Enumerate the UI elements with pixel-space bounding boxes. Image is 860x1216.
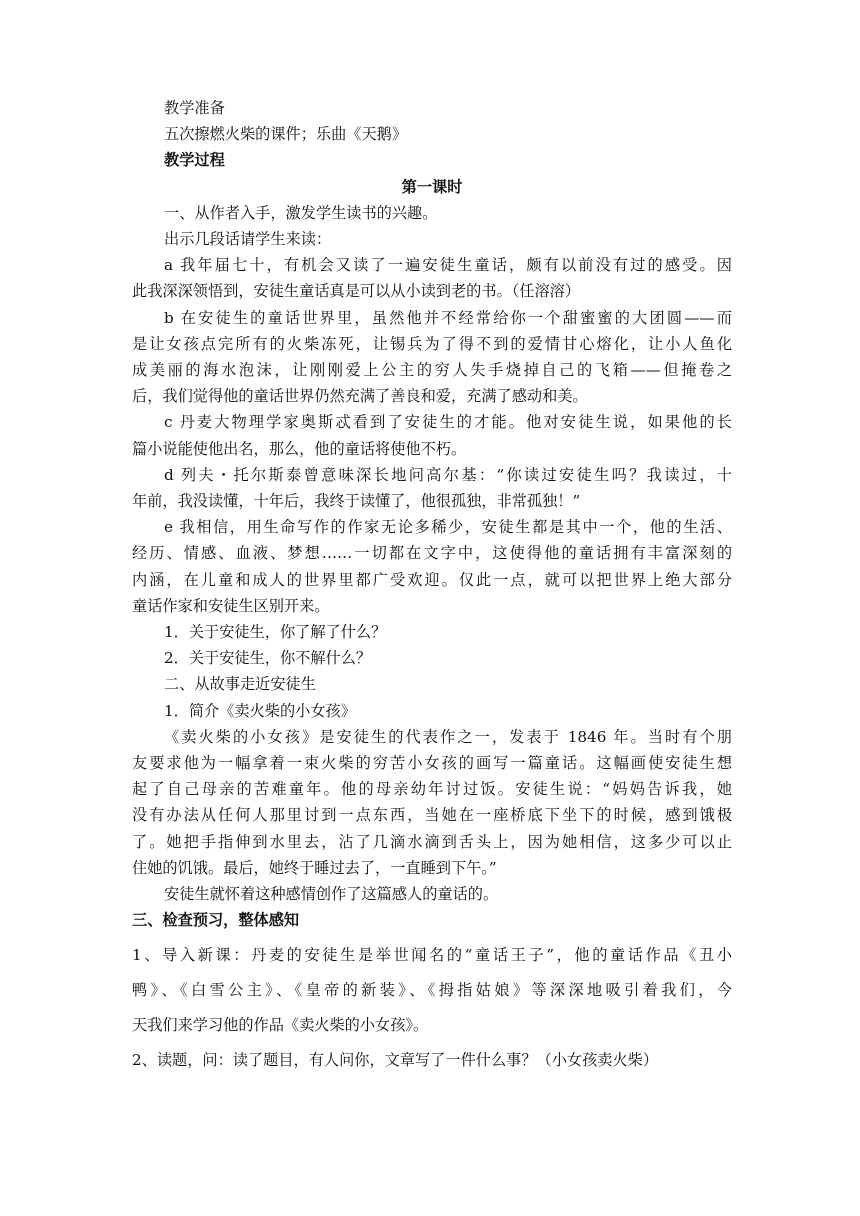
quote-b-line: b 在安徒生的童话世界里，虽然他并不经常给你一个甜蜜蜜的大团圆——而: [164, 308, 732, 327]
quote-a-line: 此我深深领悟到，安徒生童话真是可以从小读到老的书。（任溶溶）: [132, 282, 581, 301]
quote-e: [132, 514, 732, 619]
quote-b-line: 后，我们觉得他的童话世界仍然充满了善良和爱，充满了感动和美。: [132, 387, 588, 406]
question-1: 1．关于安徒生，你了解了什么？: [164, 623, 387, 642]
story-intro-line: 没有办法从任何人那里讨到一点东西，当她在一座桥底下坐下的时候，感到饿极: [132, 806, 732, 825]
lesson-title: 第一课时: [401, 177, 463, 196]
closing-sentence: 安徒生就怀着这种感情创作了这篇感人的童话的。: [164, 885, 499, 904]
process-title: 教学过程: [164, 151, 225, 170]
section-1-intro: 出示几段话请学生来读：: [164, 230, 332, 249]
section-2-title: 二、从故事走近安徒生: [164, 675, 316, 694]
item-2: 2、读题，问：读了题目，有人问你，文章写了一件什么事？（小女孩卖火柴）: [132, 1050, 659, 1069]
story-intro-line: 起了自己母亲的苦难童年。他的母亲幼年讨过饭。安徒生说：“妈妈告诉我，她: [132, 780, 732, 799]
section-2-subtitle: 1．简介《卖火柴的小女孩》: [164, 701, 356, 720]
quote-e-line: 经历、情感、血液、梦想……一切都在文字中，这使得他的童话拥有丰富深刻的: [132, 544, 732, 563]
story-intro-line: 了。她把手指伸到水里去，沾了几滴水滴到舌头上，因为她相信，这多少可以止: [132, 832, 732, 851]
section-1-title: 一、从作者入手，激发学生读书的兴趣。: [164, 203, 438, 222]
item-1-line: 天我们来学习他的作品《卖火柴的小女孩》。: [132, 1015, 429, 1034]
section-3-title: 三、检查预习，整体感知: [132, 911, 300, 930]
quote-c-line: 篇小说能使他出名，那么，他的童话将使他不朽。: [132, 439, 467, 458]
document-page: [132, 95, 732, 1078]
story-intro-line: 住她的饥饿。最后，她终于睡过去了，一直睡到下午。”: [132, 858, 497, 877]
question-2: 2．关于安徒生，你不解什么？: [164, 649, 372, 668]
quote-d-line: d 列夫・托尔斯泰曾意味深长地问高尔基：“你读过安徒生吗？我读过，十: [164, 465, 732, 484]
story-intro-line: 友要求他为一幅拿着一束火柴的穷苦小女孩的画写一篇童话。这幅画使安徒生想: [132, 754, 732, 773]
story-intro-line: 《卖火柴的小女孩》是安徒生的代表作之一，发表于 1846 年。当时有个朋: [164, 727, 732, 746]
story-intro-paragraph: [132, 724, 732, 881]
prep-text: 五次擦燃火柴的课件；乐曲《天鹅》: [164, 125, 407, 144]
quote-a: [132, 252, 732, 304]
prep-title: 教学准备: [164, 99, 225, 117]
item-1-line: 鸭》、《白雪公主》、《皇帝的新装》、《拇指姑娘》等深深地吸引着我们，今: [132, 980, 732, 999]
quote-d-line: 年前，我没读懂，十年后，我终于读懂了，他很孤独，非常孤独！”: [132, 492, 581, 511]
quote-e-line: e 我相信，用生命写作的作家无论多稀少，安徒生都是其中一个，他的生活、: [164, 518, 732, 537]
quote-e-line: 童话作家和安徒生区别开来。: [132, 596, 330, 615]
quote-a-line: a 我年届七十，有机会又读了一遍安徒生童话，颇有以前没有过的感受。因: [164, 256, 732, 275]
quote-b: [132, 305, 732, 410]
quote-c: [132, 409, 732, 461]
quote-b-line: 成美丽的海水泡沫，让刚刚爱上公主的穷人失手烧掉自己的飞箱——但掩卷之: [132, 361, 732, 380]
quote-d: [132, 462, 732, 514]
item-1-line: 1、导入新课：丹麦的安徒生是举世闻名的“童话王子”，他的童话作品《丑小: [132, 945, 732, 964]
quote-c-line: c 丹麦大物理学家奥斯忒看到了安徒生的才能。他对安徒生说，如果他的长: [164, 413, 732, 432]
quote-b-line: 是让女孩点完所有的火柴冻死，让锡兵为了得不到的爱情甘心熔化，让小人鱼化: [132, 334, 732, 353]
quote-e-line: 内涵，在儿童和成人的世界里都广受欢迎。仅此一点，就可以把世界上绝大部分: [132, 570, 732, 589]
item-1: [132, 938, 732, 1043]
